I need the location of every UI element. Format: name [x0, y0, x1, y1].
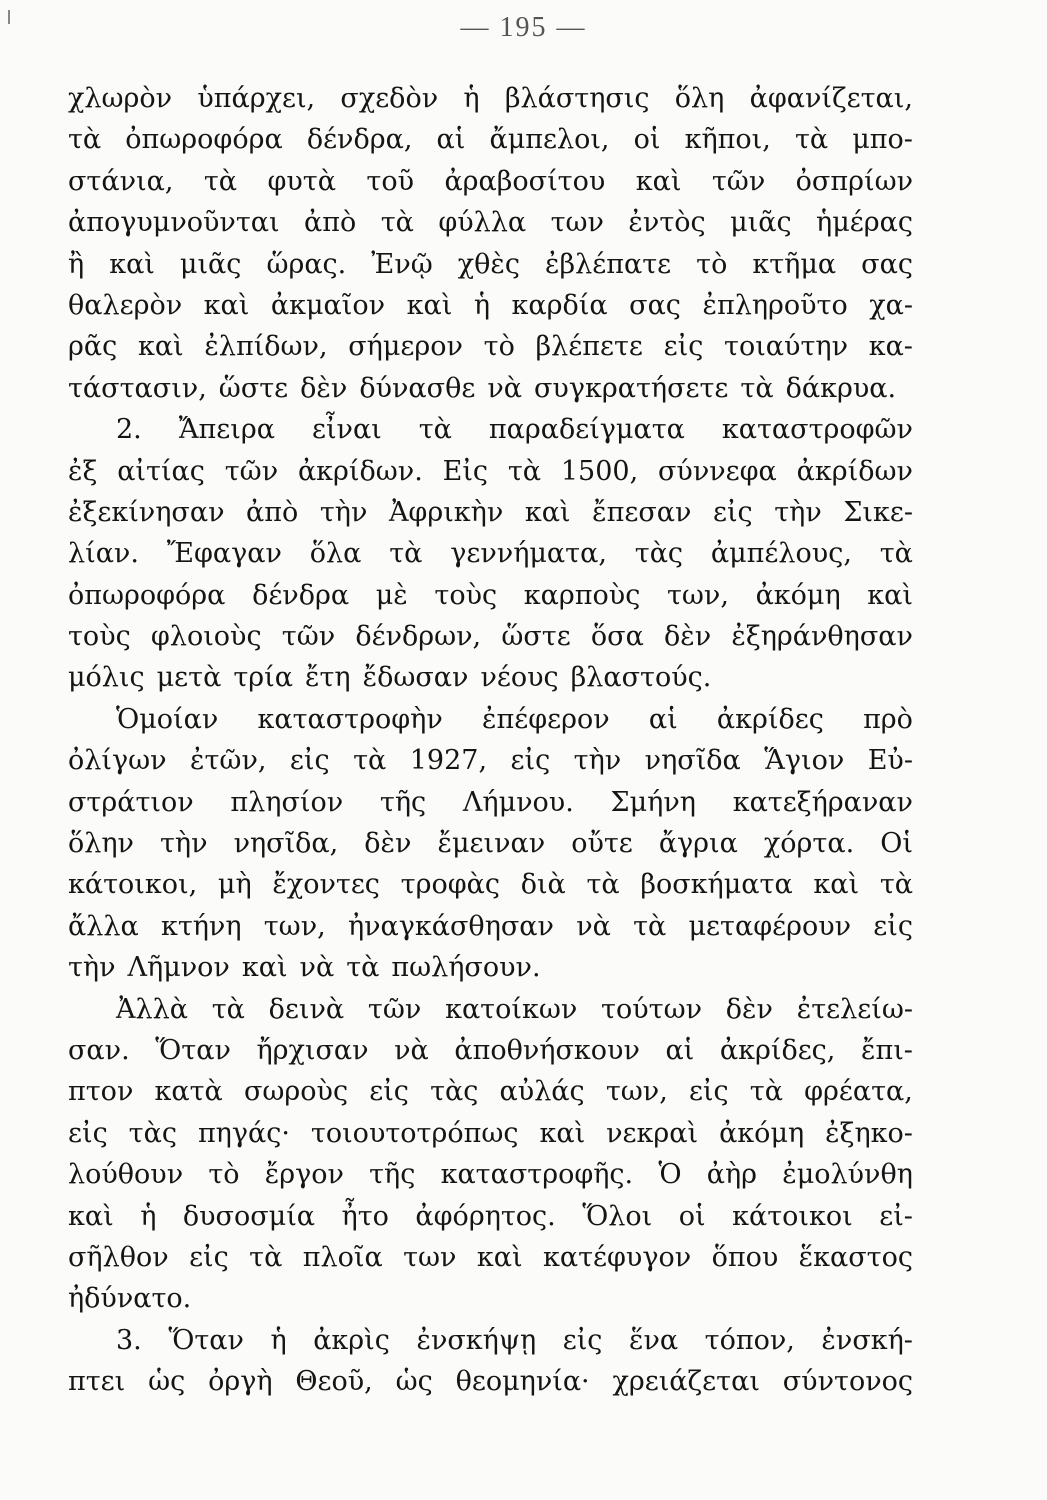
- word: δυσοσμία: [182, 1200, 316, 1232]
- text-line: [68, 782, 913, 823]
- word: καὶ: [137, 331, 184, 363]
- word: τῶν: [711, 165, 766, 197]
- word: Θεοῦ,: [295, 1366, 373, 1398]
- word: στάνια,: [68, 165, 174, 197]
- word: πλοῖα: [302, 1241, 383, 1273]
- word: των: [403, 1241, 457, 1273]
- word: σαν.: [68, 1034, 130, 1066]
- word: καὶ: [867, 579, 913, 611]
- word: χλωρὸν: [68, 83, 173, 114]
- word: τὰ: [879, 869, 913, 901]
- word: ἦτο: [341, 1200, 389, 1232]
- word: σύντονος: [782, 1366, 913, 1398]
- word: ἡ: [473, 289, 491, 321]
- word: σωροὺς: [243, 1076, 349, 1108]
- word: αἱ: [648, 703, 678, 735]
- word: αὐλάς: [499, 1076, 585, 1108]
- text-line: [68, 368, 913, 409]
- text-line: [68, 1113, 913, 1154]
- word: ἀὴρ: [706, 1159, 758, 1191]
- word: Ἀφρικὴν: [388, 496, 504, 528]
- word: τὰ: [586, 869, 620, 901]
- text-line: [68, 947, 913, 988]
- word: κτῆμα: [752, 248, 837, 280]
- word: Ἐνῷ: [371, 248, 433, 280]
- word: τόπον,: [704, 1324, 795, 1356]
- word: Ὅταν: [155, 1034, 231, 1066]
- word: χθὲς: [457, 248, 520, 280]
- word: δάκρυα.: [785, 372, 897, 404]
- word: ἄμπελοι,: [489, 124, 610, 156]
- word: κατὰ: [154, 1076, 223, 1108]
- word: Ὁ: [658, 1159, 682, 1191]
- word: καταστροφῆς.: [440, 1159, 634, 1191]
- word: καὶ: [813, 869, 860, 901]
- word: τὴν: [160, 828, 208, 860]
- word: ἐνσκή-: [821, 1324, 913, 1356]
- word: φύλλα: [438, 207, 527, 239]
- word: ἐτῶν,: [190, 745, 267, 777]
- word: τὰ: [249, 1241, 283, 1273]
- text-line: [68, 864, 913, 905]
- word: καρποὺς: [523, 579, 641, 611]
- word: ὥρας.: [266, 248, 347, 280]
- word: χα-: [869, 289, 913, 321]
- text-line: [68, 161, 913, 202]
- word: καταστροφὴν: [257, 703, 443, 735]
- word: δένδρα: [252, 579, 350, 611]
- word: βλαστούς.: [570, 662, 712, 694]
- word: τὰ: [879, 538, 913, 570]
- word: εἶναι: [311, 414, 382, 446]
- text-line: [68, 575, 913, 616]
- word: εἰς: [189, 1241, 229, 1273]
- word: σύννεφα: [657, 455, 777, 487]
- word: νησῖδα,: [233, 828, 339, 860]
- word: ὀπωροφόρα: [68, 579, 226, 611]
- text-line: [68, 244, 913, 285]
- word: τῶν: [224, 455, 279, 487]
- word: τὰ: [740, 372, 774, 404]
- word: εἰς: [68, 1117, 108, 1149]
- word: μόλις: [68, 662, 145, 694]
- word: μιᾶς: [179, 248, 242, 280]
- word: τὰς: [634, 538, 684, 570]
- word: λίαν.: [68, 538, 139, 570]
- word: ἔπεσαν: [592, 496, 692, 528]
- word: ἄγρια: [658, 828, 738, 860]
- text-line: [68, 533, 913, 574]
- word: διὰ: [520, 869, 566, 901]
- text-line: [68, 285, 913, 326]
- text-line: [68, 1071, 913, 1112]
- word: ἀκρίδων.: [297, 455, 423, 487]
- word: ὀσπρίων: [795, 165, 913, 197]
- word: ἡ: [463, 83, 480, 114]
- word: τῆς: [369, 1159, 416, 1191]
- word: ἐλπίδων,: [204, 331, 328, 363]
- word: σχεδὸν: [340, 83, 439, 114]
- word: κτήνη: [160, 910, 242, 942]
- word: φυτὰ: [267, 165, 336, 197]
- word: κῆποι,: [684, 124, 771, 156]
- word: ἠδύνατο.: [68, 1283, 192, 1315]
- word: κάτοικοι: [732, 1200, 853, 1232]
- word: ἐβλέπατε: [545, 248, 672, 280]
- word: τάστασιν,: [68, 372, 207, 404]
- word: Ἄπειρα: [178, 414, 275, 446]
- word: νὰ: [576, 910, 611, 942]
- word: τῆς: [379, 786, 427, 818]
- word: ὅλην: [68, 828, 134, 860]
- word: τὰ: [203, 165, 238, 197]
- word: τὰ: [380, 207, 414, 239]
- word: καὶ: [203, 289, 250, 321]
- word: κατοίκων: [445, 993, 578, 1025]
- word: φρέατα,: [804, 1076, 913, 1108]
- word: πηγάς·: [197, 1117, 290, 1149]
- text-line: [68, 1320, 913, 1361]
- word: σας: [861, 248, 913, 280]
- word: ἔπι-: [860, 1034, 913, 1066]
- word: τὰ: [211, 993, 245, 1025]
- text-line: [68, 451, 913, 492]
- word: ἡ: [140, 1200, 157, 1232]
- word: ἤρχισαν: [256, 1034, 369, 1066]
- word: 1500,: [560, 455, 639, 487]
- word: των: [550, 207, 604, 239]
- word: ἀραβοσίτου: [444, 165, 606, 197]
- text-line: [68, 657, 913, 698]
- word: ἐπέφερον: [481, 703, 610, 735]
- word: τὰ: [749, 1076, 783, 1108]
- word: θεομηνία·: [455, 1366, 590, 1398]
- word: ὑπάρχει,: [197, 83, 316, 114]
- word: Σικε-: [843, 496, 913, 528]
- word: νὰ: [299, 952, 335, 984]
- word: τὴν: [68, 952, 116, 984]
- word: ὥστε: [218, 372, 289, 404]
- word: τὰ: [633, 910, 667, 942]
- word: νὰ: [487, 372, 522, 404]
- word: καὶ: [109, 248, 155, 280]
- word: τοιουτοτρόπως: [310, 1117, 519, 1149]
- word: ἀπογυμνοῦνται: [68, 207, 280, 239]
- word: ἄλλα: [68, 910, 139, 942]
- word: ὅπου: [711, 1241, 779, 1273]
- word: νεκραὶ: [606, 1117, 699, 1149]
- word: ἀκρίδες,: [719, 1034, 836, 1066]
- text-line: [68, 1030, 913, 1071]
- word: των,: [263, 910, 326, 942]
- text-line: [68, 906, 913, 947]
- word: ἐξηράνθησαν: [731, 621, 913, 653]
- word: ἐμολύνθη: [782, 1159, 913, 1191]
- text-line: [68, 616, 913, 657]
- word: ὥστε: [501, 621, 571, 653]
- word: τὰς: [430, 1076, 479, 1108]
- text-line: [68, 740, 913, 781]
- word: ὡς: [395, 1366, 433, 1398]
- text-line: [68, 1361, 913, 1402]
- word: δεινὰ: [268, 993, 345, 1025]
- word: τὰ: [68, 124, 102, 156]
- word: εἰς: [712, 496, 753, 528]
- word: ἀμπέλους,: [710, 538, 852, 570]
- word: ἐξεκίνησαν: [68, 496, 225, 528]
- word: Ἔφαγαν: [166, 538, 282, 570]
- word: τρία: [233, 662, 293, 694]
- word: πωλήσουν.: [391, 952, 541, 984]
- word: θαλερὸν: [68, 289, 183, 321]
- word: καὶ: [635, 165, 682, 197]
- word: ὅλα: [309, 538, 362, 570]
- word: δὲν: [725, 993, 773, 1025]
- word: τὴν: [573, 745, 622, 777]
- word: μὲ: [375, 579, 408, 611]
- word: τοῦ: [366, 165, 415, 197]
- text-line: [68, 1196, 913, 1237]
- word: τοὺς: [68, 621, 131, 653]
- word: 1927,: [409, 745, 488, 777]
- word: Εἰς: [442, 455, 489, 487]
- word: φλοιοὺς: [150, 621, 262, 653]
- word: μεταφέρουν: [688, 910, 852, 942]
- word: καὶ: [406, 289, 453, 321]
- word: κατεξήραναν: [732, 786, 913, 818]
- word: καὶ: [68, 1200, 114, 1232]
- word: σας: [629, 289, 681, 321]
- word: τὰ: [389, 538, 423, 570]
- word: αἰτίας: [117, 455, 205, 487]
- word: των,: [605, 1076, 668, 1108]
- word: ἀκρίδων: [796, 455, 913, 487]
- word: αἱ: [436, 124, 466, 156]
- word: ὀλίγων: [68, 745, 167, 777]
- word: καταστροφῶν: [721, 414, 913, 446]
- word: χρειάζεται: [612, 1366, 760, 1398]
- text-line: [68, 492, 913, 533]
- word: τὰ: [507, 455, 542, 487]
- word: Λῆμνον: [127, 952, 230, 984]
- word: πλησίον: [230, 786, 344, 818]
- word: των,: [666, 579, 729, 611]
- word: συγκρατήσετε: [534, 372, 729, 404]
- word: τούτων: [601, 993, 703, 1025]
- word: Ἅγιον: [764, 745, 845, 777]
- word: Οἱ: [880, 828, 913, 860]
- word: κάτοικοι,: [68, 869, 198, 901]
- text-line: [68, 1278, 913, 1319]
- word: Σμήνη: [610, 786, 696, 818]
- word: εἰ-: [879, 1200, 913, 1232]
- word: τὴν: [319, 496, 368, 528]
- word: τὰ: [346, 952, 380, 984]
- word: αἱ: [665, 1034, 695, 1066]
- word: πρὸ: [863, 703, 913, 735]
- word: κατέφυγον: [542, 1241, 692, 1273]
- word: ἠναγκάσθησαν: [347, 910, 554, 942]
- word: νὰ: [394, 1034, 429, 1066]
- word: εἰς: [369, 1076, 409, 1108]
- word: δένδρα,: [306, 124, 413, 156]
- word: ἔχοντες: [272, 869, 380, 901]
- word: δὲν: [300, 372, 348, 404]
- word: ἐτελείω-: [796, 993, 913, 1025]
- word: ἕνα: [628, 1324, 679, 1356]
- word: τὸ: [696, 248, 728, 280]
- word: ἡ: [270, 1324, 287, 1356]
- word: ἔμειναν: [437, 828, 546, 860]
- word: σῆλθον: [68, 1241, 169, 1273]
- word: Ἀλλὰ: [116, 993, 188, 1025]
- word: οἱ: [678, 1200, 706, 1232]
- word: ὅλη: [674, 83, 725, 114]
- word: μὴ: [217, 869, 252, 901]
- text-line: [68, 989, 913, 1030]
- page-number: — 195 —: [460, 12, 587, 43]
- word: Ὅταν: [168, 1324, 244, 1356]
- text-line: [68, 202, 913, 243]
- word: κα-: [868, 331, 913, 363]
- word: τὰς: [128, 1117, 177, 1149]
- word: δύνασθε: [359, 372, 476, 404]
- word: Ὁμοίαν: [116, 703, 219, 735]
- word: ὅσα: [590, 621, 644, 653]
- word: τῶν: [281, 621, 336, 653]
- word: ἡμέρας: [816, 207, 913, 239]
- word: δένδρων,: [355, 621, 482, 653]
- word: εἰς: [873, 910, 913, 942]
- word: λούθουν: [68, 1159, 184, 1191]
- word: ἀφανίζεται,: [749, 83, 913, 114]
- word: ἐνσκήψῃ: [416, 1324, 537, 1356]
- text-line: [68, 78, 913, 119]
- word: καὶ: [539, 1117, 586, 1149]
- word: σήμερον: [348, 331, 463, 363]
- word: ἀπὸ: [304, 207, 357, 239]
- word: χόρτα.: [763, 828, 855, 860]
- word: ἐντὸς: [628, 207, 706, 239]
- word: τροφὰς: [400, 869, 500, 901]
- word: ἢ: [68, 248, 85, 280]
- word: πτει: [68, 1366, 126, 1398]
- word: Εὐ-: [867, 745, 913, 777]
- word: νησῖδα: [644, 745, 741, 777]
- word: Ὅλοι: [582, 1200, 653, 1232]
- word: ἀπὸ: [246, 496, 299, 528]
- word: εἰς: [663, 331, 704, 363]
- word: ὀπωροφόρα: [125, 124, 283, 156]
- word: τοὺς: [434, 579, 498, 611]
- word: οὔτε: [571, 828, 633, 860]
- word: ὀργὴ: [208, 1366, 273, 1398]
- word: τὴν: [774, 496, 822, 528]
- text-line: [68, 326, 913, 367]
- word: στράτιον: [68, 786, 194, 818]
- word: βλέπετε: [535, 331, 643, 363]
- word: τὸ: [208, 1159, 240, 1191]
- body-text: [68, 78, 913, 1403]
- text-line: [68, 823, 913, 864]
- word: ἀφόρητος.: [415, 1200, 556, 1232]
- word: παραδείγματα: [488, 414, 685, 446]
- word: γεννήματα,: [450, 538, 607, 570]
- word: τῶν: [367, 993, 422, 1025]
- word: τοιαύτην: [724, 331, 848, 363]
- word: ἔργον: [264, 1159, 344, 1191]
- word: ἀκόμη: [719, 1117, 805, 1149]
- word: ἀκμαῖον: [270, 289, 386, 321]
- word: Λήμνου.: [462, 786, 574, 818]
- word: καὶ: [476, 1241, 523, 1273]
- word: ἀκρὶς: [313, 1324, 390, 1356]
- text-line: [68, 409, 913, 450]
- word: ρᾶς: [68, 331, 118, 363]
- text-line: [68, 119, 913, 160]
- word: δὲν: [664, 621, 712, 653]
- word: δὲν: [364, 828, 412, 860]
- text-line: [68, 699, 913, 740]
- word: τὰ: [353, 745, 387, 777]
- word: βοσκήματα: [640, 869, 793, 901]
- word: ἐξηκο-: [825, 1117, 913, 1149]
- word: εἰς: [289, 745, 330, 777]
- word: πτον: [68, 1076, 134, 1108]
- word: τὰ: [418, 414, 452, 446]
- word: εἰς: [510, 745, 551, 777]
- word: 3.: [116, 1324, 142, 1356]
- word: τὸ: [483, 331, 515, 363]
- word: καρδία: [511, 289, 608, 321]
- word: ἐπληροῦτο: [702, 289, 848, 321]
- word: οἱ: [633, 124, 661, 156]
- word: μπο-: [852, 124, 913, 156]
- word: ἀκόμη: [755, 579, 841, 611]
- word: νέους: [480, 662, 559, 694]
- word: βλάστησις: [504, 83, 650, 114]
- word: τὰ: [794, 124, 829, 156]
- text-line: [68, 1237, 913, 1278]
- word: μιᾶς: [730, 207, 792, 239]
- word: εἰς: [688, 1076, 729, 1108]
- word: καὶ: [241, 952, 288, 984]
- word: ἔτη: [304, 662, 351, 694]
- word: καὶ: [524, 496, 571, 528]
- word: ἐξ: [68, 455, 98, 487]
- word: ὡς: [148, 1366, 186, 1398]
- word: ἀποθνήσκουν: [454, 1034, 640, 1066]
- word: 2.: [116, 414, 142, 446]
- word: ἔδωσαν: [362, 662, 469, 694]
- word: ἀκρίδες: [716, 703, 824, 735]
- text-line: [68, 1154, 913, 1195]
- word: μετὰ: [156, 662, 222, 694]
- word: εἰς: [562, 1324, 603, 1356]
- word: ἕκαστος: [798, 1241, 913, 1273]
